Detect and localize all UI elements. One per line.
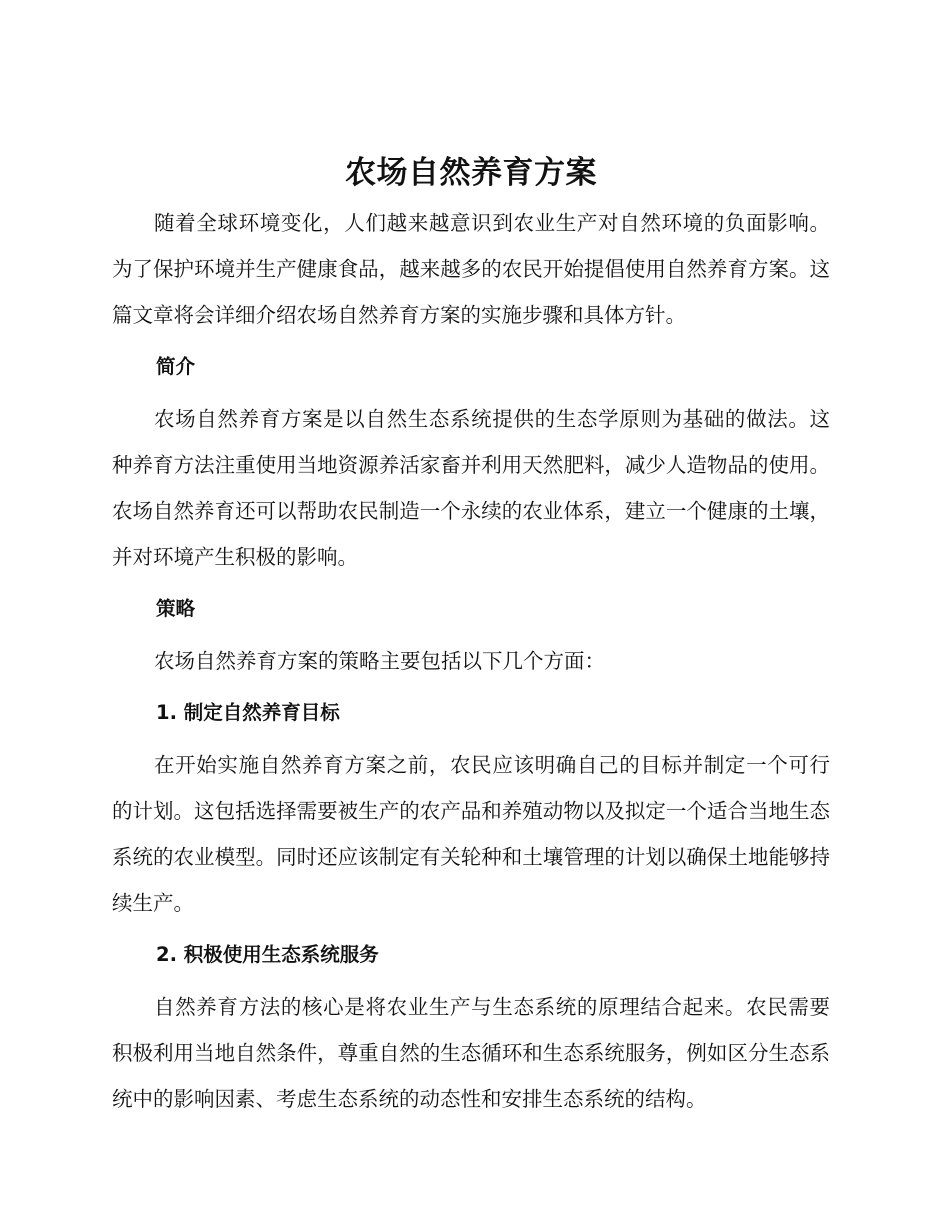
section-body-goals: 在开始实施自然养育方案之前，农民应该明确自己的目标并制定一个可行的计划。这包括选择需要被生产的农产品和养殖动物以及拟定一个适合当地生态系统的农业模型。同时还应该制定有关轮种和土壤管理的计划以确保土地能够持续生产。 xyxy=(112,753,830,915)
document-page xyxy=(112,146,830,1122)
section-heading-goals: 1. 制定自然养育目标 xyxy=(156,701,340,724)
document-title: 农场自然养育方案 xyxy=(345,155,597,191)
section-body-ecosystem-services: 自然养育方法的核心是将农业生产与生态系统的原理结合起来。农民需要积极利用当地自然条件，尊重自然的生态循环和生态系统服务，例如区分生态系统中的影响因素、考虑生态系统的动态性和安排生态系统的结构。 xyxy=(112,995,830,1111)
section-heading-strategy: 策略 xyxy=(156,597,196,620)
section-heading-ecosystem-services: 2. 积极使用生态系统服务 xyxy=(156,943,379,966)
section-body-intro: 农场自然养育方案是以自然生态系统提供的生态学原则为基础的做法。这种养育方法注重使用当地资源养活家畜并利用天然肥料，减少人造物品的使用。农场自然养育还可以帮助农民制造一个永续的农业体系，建立一个健康的土壤，并对环境产生积极的影响。 xyxy=(112,407,830,569)
intro-paragraph: 随着全球环境变化，人们越来越意识到农业生产对自然环境的负面影响。为了保护环境并生产健康食品，越来越多的农民开始提倡使用自然养育方案。这篇文章将会详细介绍农场自然养育方案的实施步骤和具体方针。 xyxy=(112,211,830,327)
section-body-strategy: 农场自然养育方案的策略主要包括以下几个方面： xyxy=(154,649,605,673)
section-heading-intro: 简介 xyxy=(156,355,196,378)
